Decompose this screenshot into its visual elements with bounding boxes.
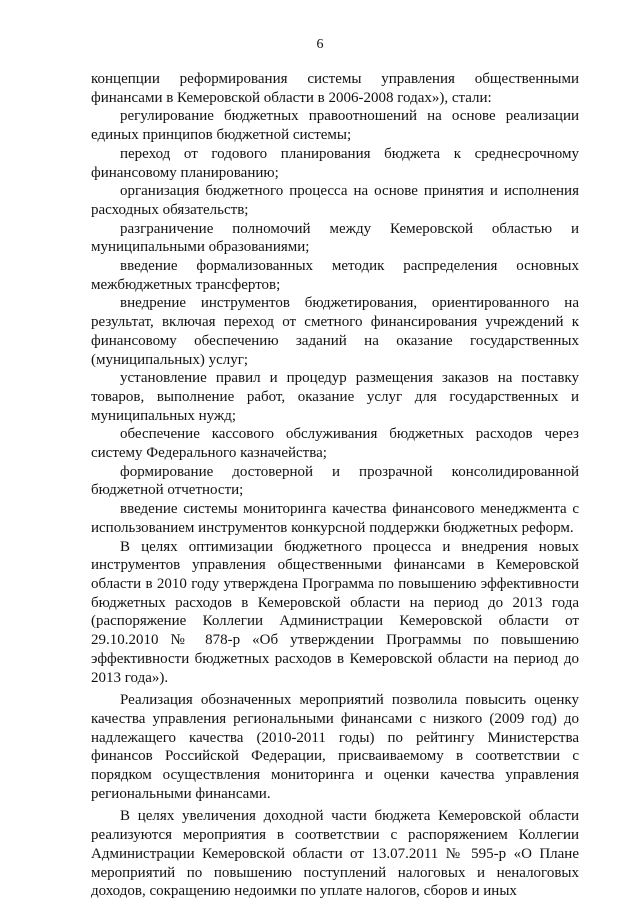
paragraph-efficiency-program: В целях оптимизации бюджетного процесса и внедрения новых инструментов управления общественными финансами в Кемеровской области в 2010 году утверждена Программа по повышению эффективности бюджетных расходов в Кемеровской области на период до 2013 года (распоряжение Коллегии Администрации Кемеровской области от 29.10.2010 № 878-р «Об утверждении Программы по повышению эффективности бюджетных расходов в Кемеровской области на период до 2013 года»).	[91, 538, 579, 686]
paragraph-revenue-measures: В целях увеличения доходной части бюджета Кемеровской области реализуются мероприятия в соответствии с распоряжением Коллегии Администрации Кемеровской области от 13.07.2011 № 595-р «О Плане мероприятий по повышению поступлений налоговых и неналоговых доходов, сокращению недоимки по уплате налогов, сборов и иных	[91, 808, 579, 900]
list-item-consolidated-reporting: формирование достоверной и прозрачной консолидированной бюджетной отчетности;	[91, 463, 579, 499]
list-item-powers-delimitation: разграничение полномочий между Кемеровской областью и муниципальными образованиями;	[91, 220, 579, 256]
list-item-result-budgeting: внедрение инструментов бюджетирования, ориентированного на результат, включая переход от сметного финансирования учреждений к финансовому обеспечению заданий на оказание государственных (муниципальных) услуг;	[91, 295, 579, 368]
list-item-budget-regulation: регулирование бюджетных правоотношений на основе реализации единых принципов бюджетной системы;	[91, 108, 579, 144]
list-item-budget-process: организация бюджетного процесса на основе принятия и исполнения расходных обязательств;	[91, 183, 579, 218]
list-item-transfer-methods: введение формализованных методик распределения основных межбюджетных трансфертов;	[91, 258, 579, 293]
document-body	[91, 70, 579, 901]
list-item-treasury-service: обеспечение кассового обслуживания бюджетных расходов через систему Федерального казначейства;	[91, 426, 579, 462]
paragraph-rating-results: Реализация обозначенных мероприятий позволила повысить оценку качества управления региональными финансами с низкого (2009 год) до надлежащего качества (2010-2011 годы) по рейтингу Министерства финансов Российской Федерации, присваиваемому в соответствии с порядком осуществления мониторинга и оценки качества управления региональными финансами.	[91, 692, 579, 802]
page-number: 6	[316, 37, 324, 52]
list-item-medium-term-planning: переход от годового планирования бюджета к среднесрочному финансовому планированию;	[91, 145, 579, 181]
list-item-procurement-rules: установление правил и процедур размещения заказов на поставку товаров, выполнение работ, оказание услуг для государственных и муниципальных нужд;	[91, 370, 579, 424]
list-item-quality-monitoring: введение системы мониторинга качества финансового менеджмента с использованием инструментов конкурсной поддержки бюджетных реформ.	[91, 501, 579, 536]
paragraph-continuation: концепции реформирования системы управления общественными финансами в Кемеровской области в 2006-2008 годах»), стали:	[91, 71, 579, 106]
